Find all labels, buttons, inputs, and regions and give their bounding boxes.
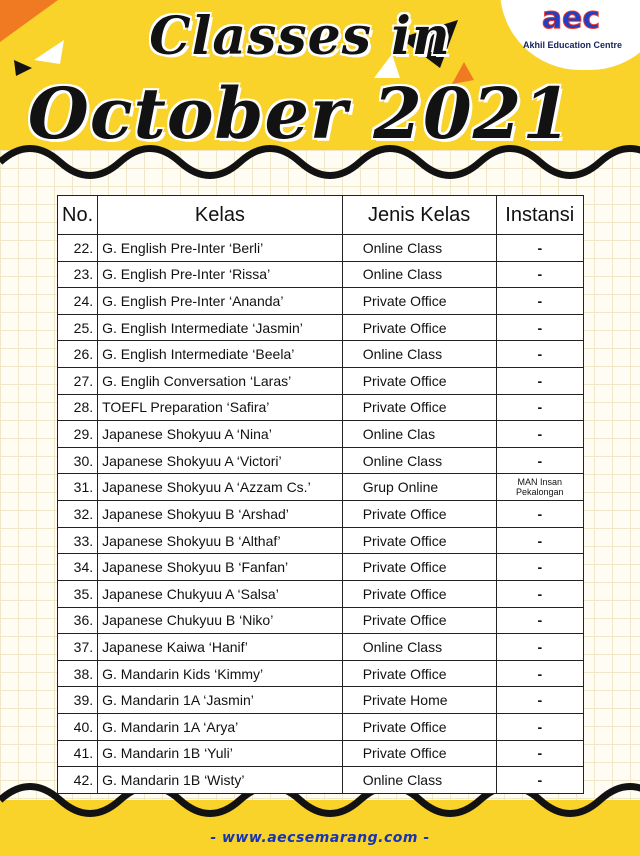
cell-kelas: G. English Pre-Inter ‘Ananda’ — [98, 288, 343, 315]
cell-no: 28. — [58, 394, 98, 421]
cell-jenis-kelas: Private Office — [342, 660, 496, 687]
table-row — [58, 288, 584, 315]
cell-instansi: - — [496, 687, 583, 714]
table-row — [58, 447, 584, 474]
logo-text: Akhil Education Centre — [522, 40, 622, 50]
cell-instansi: - — [496, 314, 583, 341]
table-row — [58, 235, 584, 262]
cell-kelas: G. Mandarin 1B ‘Wisty’ — [98, 767, 343, 794]
cell-jenis-kelas: Online Class — [342, 767, 496, 794]
cell-instansi: - — [496, 341, 583, 368]
cell-kelas: Japanese Shokyuu A ‘Azzam Cs.’ — [98, 474, 343, 501]
cell-no: 23. — [58, 261, 98, 288]
cell-no: 34. — [58, 554, 98, 581]
cell-instansi: - — [496, 394, 583, 421]
cell-no: 35. — [58, 580, 98, 607]
cell-jenis-kelas: Online Class — [342, 235, 496, 262]
cell-no: 25. — [58, 314, 98, 341]
column-header-instansi: Instansi — [496, 196, 583, 235]
column-header-jenis-kelas: Jenis Kelas — [342, 196, 496, 235]
table-row — [58, 740, 584, 767]
cell-no: 26. — [58, 341, 98, 368]
cell-instansi: - — [496, 554, 583, 581]
table-row — [58, 394, 584, 421]
table-row — [58, 314, 584, 341]
cell-no: 31. — [58, 474, 98, 501]
cell-jenis-kelas: Private Office — [342, 713, 496, 740]
cell-no: 42. — [58, 767, 98, 794]
cell-instansi: - — [496, 447, 583, 474]
cell-no: 37. — [58, 634, 98, 661]
title-line-1: Classes in — [149, 6, 451, 67]
cell-no: 24. — [58, 288, 98, 315]
cell-kelas: G. English Pre-Inter ‘Rissa’ — [98, 261, 343, 288]
cell-jenis-kelas: Private Office — [342, 501, 496, 528]
table-row — [58, 554, 584, 581]
column-header-no: No. — [58, 196, 98, 235]
cell-kelas: Japanese Kaiwa ‘Hanif’ — [98, 634, 343, 661]
cell-jenis-kelas: Grup Online — [342, 474, 496, 501]
cell-no: 40. — [58, 713, 98, 740]
cell-instansi: - — [496, 288, 583, 315]
wave-divider-top — [0, 140, 640, 184]
cell-kelas: TOEFL Preparation ‘Safira’ — [98, 394, 343, 421]
cell-no: 29. — [58, 421, 98, 448]
cell-no: 22. — [58, 235, 98, 262]
cell-instansi: - — [496, 235, 583, 262]
cell-no: 32. — [58, 501, 98, 528]
cell-jenis-kelas: Private Office — [342, 314, 496, 341]
cell-jenis-kelas: Private Office — [342, 527, 496, 554]
cell-instansi: - — [496, 740, 583, 767]
cell-jenis-kelas: Private Office — [342, 740, 496, 767]
cell-no: 27. — [58, 368, 98, 395]
table-row — [58, 501, 584, 528]
cell-jenis-kelas: Online Class — [342, 634, 496, 661]
table-row — [58, 607, 584, 634]
cell-kelas: Japanese Shokyuu A ‘Victori’ — [98, 447, 343, 474]
table-row — [58, 421, 584, 448]
cell-instansi: - — [496, 421, 583, 448]
cell-instansi: - — [496, 261, 583, 288]
cell-no: 30. — [58, 447, 98, 474]
cell-instansi: - — [496, 767, 583, 794]
footer-website: - www.aecsemarang.com - — [210, 830, 430, 846]
cell-jenis-kelas: Private Office — [342, 554, 496, 581]
cell-kelas: G. Englih Conversation ‘Laras’ — [98, 368, 343, 395]
cell-kelas: G. Mandarin 1A ‘Arya’ — [98, 713, 343, 740]
cell-no: 33. — [58, 527, 98, 554]
table-row — [58, 474, 584, 501]
cell-instansi: - — [496, 501, 583, 528]
cell-no: 36. — [58, 607, 98, 634]
cell-jenis-kelas: Online Class — [342, 447, 496, 474]
cell-jenis-kelas: Private Office — [342, 288, 496, 315]
cell-kelas: Japanese Chukyuu B ‘Niko’ — [98, 607, 343, 634]
class-schedule-table — [57, 195, 584, 794]
cell-instansi: - — [496, 368, 583, 395]
cell-kelas: Japanese Shokyuu B ‘Althaf’ — [98, 527, 343, 554]
cell-kelas: G. English Pre-Inter ‘Berli’ — [98, 235, 343, 262]
table-row — [58, 713, 584, 740]
cell-jenis-kelas: Private Office — [342, 580, 496, 607]
cell-no: 41. — [58, 740, 98, 767]
cell-jenis-kelas: Private Office — [342, 607, 496, 634]
table-header-row — [58, 196, 584, 235]
cell-kelas: G. Mandarin 1B ‘Yuli’ — [98, 740, 343, 767]
title-line-2: October 2021 — [27, 72, 573, 155]
cell-kelas: Japanese Shokyuu A ‘Nina’ — [98, 421, 343, 448]
table-row — [58, 687, 584, 714]
cell-jenis-kelas: Private Office — [342, 394, 496, 421]
cell-kelas: Japanese Chukyuu A ‘Salsa’ — [98, 580, 343, 607]
cell-kelas: Japanese Shokyuu B ‘Fanfan’ — [98, 554, 343, 581]
cell-no: 38. — [58, 660, 98, 687]
cell-jenis-kelas: Online Class — [342, 261, 496, 288]
cell-kelas: G. Mandarin Kids ‘Kimmy’ — [98, 660, 343, 687]
cell-instansi: - — [496, 634, 583, 661]
cell-kelas: G. English Intermediate ‘Jasmin’ — [98, 314, 343, 341]
table-row — [58, 580, 584, 607]
cell-instansi: - — [496, 713, 583, 740]
table-row — [58, 634, 584, 661]
cell-jenis-kelas: Private Home — [342, 687, 496, 714]
cell-kelas: G. Mandarin 1A ‘Jasmin’ — [98, 687, 343, 714]
cell-instansi: - — [496, 580, 583, 607]
table-row — [58, 341, 584, 368]
cell-kelas: G. English Intermediate ‘Beela’ — [98, 341, 343, 368]
cell-instansi: - — [496, 527, 583, 554]
cell-no: 39. — [58, 687, 98, 714]
svg-text:aec: aec — [541, 2, 601, 34]
table-row — [58, 261, 584, 288]
table-row — [58, 660, 584, 687]
column-header-kelas: Kelas — [98, 196, 343, 235]
cell-jenis-kelas: Online Clas — [342, 421, 496, 448]
cell-jenis-kelas: Online Class — [342, 341, 496, 368]
cell-kelas: Japanese Shokyuu B ‘Arshad’ — [98, 501, 343, 528]
cell-instansi: - — [496, 607, 583, 634]
cell-instansi: - — [496, 660, 583, 687]
table-row — [58, 368, 584, 395]
table-row — [58, 527, 584, 554]
table-row — [58, 767, 584, 794]
cell-instansi: MAN Insan Pekalongan — [496, 474, 583, 501]
cell-jenis-kelas: Private Office — [342, 368, 496, 395]
